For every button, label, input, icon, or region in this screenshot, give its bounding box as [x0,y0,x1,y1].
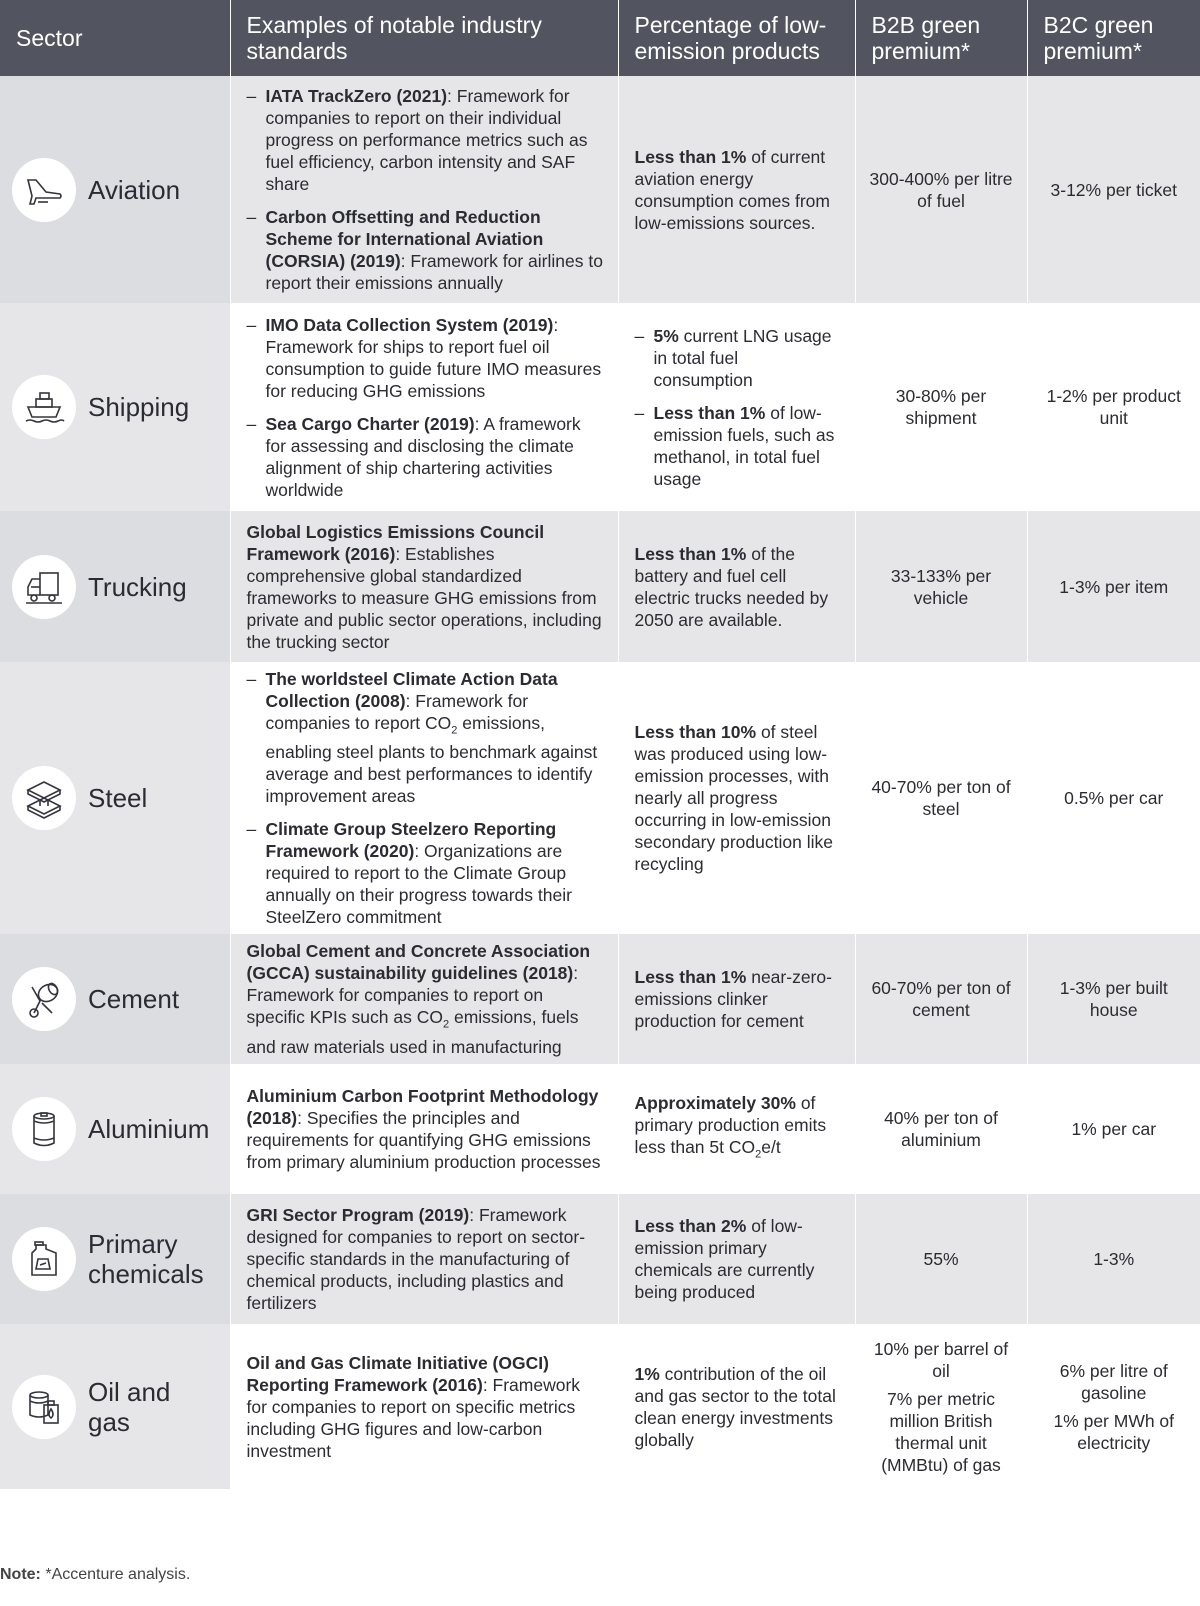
standard [266,207,603,293]
percentage-cell [618,511,855,662]
percentage-cell [618,1324,855,1489]
standard [266,315,602,401]
header-standards: Examples of notable industry standards [230,0,618,76]
note-text: *Accenture analysis. [40,1566,191,1583]
standard-text: : Organizations are required to report to the Climate Group annually on their progress towards their SteelZero commitment [265,841,572,928]
b2b-value: 40-70% per ton of steel [871,777,1011,819]
sector-cell [0,1194,230,1324]
standard-bold: Oil and Gas Climate Initiative (OGCI) Reporting Framework (2016) [246,1352,549,1395]
table-row [0,511,1200,662]
standards-cell [230,76,618,303]
standard-bold: IMO Data Collection System (2019) [265,314,554,335]
standard [247,522,602,652]
b2c-cell [1027,76,1200,303]
sector-wrap [16,375,216,439]
percentage-item [635,325,841,391]
percentage-text: of steel was produced using low-emission processes, with nearly all progress occurring in low-emission secondary production like recycling [634,722,833,874]
b2b-cell [855,1064,1027,1194]
standard-text: : Specifies the principles and requirements for quantifying GHG emissions from primary aluminium production processes [246,1108,601,1172]
table-row [0,934,1200,1064]
standard-text: emissions, enabling steel plants to benchmark against average and best performances to identify improvement areas [265,712,598,807]
percentage-text: of the battery and fuel cell electric trucks needed by 2050 are available. [634,543,829,630]
percentage [635,1216,815,1302]
b2b-cell [855,511,1027,662]
b2b-value: 10% per barrel of oil [873,1338,1009,1381]
sector-name: Oil and gas [88,1376,171,1437]
percentage-cell [618,934,855,1064]
standards-cell [230,662,618,934]
percentage-bold: Less than 10% [634,722,757,742]
sector-cell [0,934,230,1064]
sector-name: Aviation [88,174,181,205]
sector-cell [0,1064,230,1194]
standard-bold: Sea Cargo Charter (2019) [265,413,475,434]
standard-text-wrap [266,85,604,195]
percentage-bold: Less than 1% [634,543,747,564]
b2b-value: 30-80% per shipment [895,386,987,428]
b2b-value: 55% [923,1249,959,1269]
sector-wrap [16,1097,216,1161]
b2c-cell [1027,934,1200,1064]
sector-cell [0,303,230,511]
percentage [635,1364,836,1450]
b2c-cell [1027,662,1200,934]
sector-wrap [16,967,216,1031]
header-row [0,0,1200,76]
table-row [0,76,1200,303]
standard-text-wrap [266,818,604,928]
percentage-bold: Less than 1% [634,967,747,987]
table-body [0,76,1200,1489]
percentage [635,544,829,630]
standard-item [247,413,604,501]
b2c-value: 1-3% per item [1059,576,1169,597]
table-row [0,303,1200,511]
dash-marker: – [246,314,257,335]
standard-bold: IATA TrackZero (2021) [265,86,448,106]
percentage-cell [618,76,855,303]
note-label: Note: [0,1566,41,1583]
standard-subscript: 2 [442,1018,450,1031]
standard-text-wrap [266,314,604,402]
percentage-bold: Less than 1% [634,146,747,167]
standard [266,669,598,807]
percentage-text: current LNG usage in total fuel consumption [653,325,832,390]
standard-bold: Global Logistics Emissions Council Framework (2016) [246,521,545,564]
sector-name: Trucking [88,571,187,602]
percentage-cell [618,662,855,934]
standards-cell [230,934,618,1064]
oil-barrel-icon [12,1375,76,1439]
b2c-cell [1027,303,1200,511]
sector-wrap [16,1227,216,1291]
sector-name: Shipping [88,392,190,422]
steel-beam-icon [12,766,76,830]
header-b2c: B2C green premium* [1027,0,1200,76]
standard-bold: Climate Group Steelzero Reporting Framework (2020) [265,819,557,862]
percentage-text: of current aviation energy consumption comes from low-emissions sources. [634,146,830,233]
b2b-cell [855,76,1027,303]
standard [247,1086,601,1172]
table-row [0,1064,1200,1194]
percentage [635,967,832,1031]
standard-item [247,818,604,928]
header-sector: Sector [0,0,230,76]
percentage [654,403,835,489]
dash-marker: – [246,86,257,106]
b2c-cell [1027,511,1200,662]
dash-marker: – [246,819,257,840]
percentage-text: contribution of the oil and gas sector to the total clean energy investments globally [634,1363,836,1450]
standard-text: : A framework for assessing and disclosing the climate alignment of ship chartering activities worldwide [265,413,581,500]
b2b-value: 300-400% per litre of fuel [869,168,1013,211]
b2b-cell [855,1324,1027,1489]
sector-wrap [16,1375,216,1439]
standard-bold: Aluminium Carbon Footprint Methodology (2018) [246,1086,599,1128]
percentage-text: near-zero-emissions clinker production for cement [634,967,832,1031]
standard-text: : Framework for companies to report CO [265,690,529,733]
percentage-item [635,402,841,490]
standard-text: emissions, fuels and raw materials used in manufacturing [246,1007,579,1057]
standards-cell [230,1194,618,1324]
standards-cell [230,1064,618,1194]
percentage [635,147,831,233]
dash-marker: – [634,402,645,423]
standard-text: : Framework for airlines to report their emissions annually [265,251,603,293]
percentage [635,722,833,874]
dash-marker: – [634,325,645,346]
b2b-value: 7% per metric million British thermal unit (MMBtu) of gas [881,1388,1001,1475]
table-row [0,1194,1200,1324]
percentage-text: of low-emission primary chemicals are currently being produced [634,1216,815,1302]
standard [266,819,572,927]
b2c-value: 1% per car [1071,1119,1157,1139]
b2b-cell [855,934,1027,1064]
b2c-value: 1-3% per built house [1059,978,1168,1020]
percentage-bold: Less than 1% [653,402,766,423]
sector-name: Aluminium [88,1114,210,1144]
standards-cell [230,511,618,662]
footnote [0,1566,190,1584]
percentage-text: of low-emission fuels, such as methanol, in total fuel usage [653,402,835,489]
b2c-value: 6% per litre of gasoline [1059,1360,1168,1403]
percentage [654,326,832,390]
airplane-tail-icon [12,158,76,222]
percentage-bold: Less than 2% [634,1216,747,1236]
standards-cell [230,303,618,511]
table-row [0,662,1200,934]
standard [247,1353,581,1461]
percentage-subscript: 2 [755,1148,762,1161]
b2c-value: 1-3% [1093,1249,1135,1269]
standard-item [247,85,604,195]
standard-text: : Framework for companies to report on their individual progress on performance metrics such as fuel efficiency, carbon intensity and SAF share [265,86,588,194]
percentage-bold: 1% [634,1363,660,1384]
percentage-text: e/t [761,1137,781,1158]
truck-icon [12,555,76,619]
dash-marker: – [246,207,257,227]
b2b-cell [855,1194,1027,1324]
percentage-cell [618,1194,855,1324]
b2b-value: 60-70% per ton of cement [871,978,1011,1020]
sector-cell [0,1324,230,1489]
chemical-container-icon [12,1227,76,1291]
percentage-text-wrap [654,402,841,490]
standard [247,1205,586,1313]
standard-bold: Global Cement and Concrete Association (GCCA) sustainability guidelines (2018) [246,941,591,984]
table-row [0,1324,1200,1489]
standard-text: : Framework for ships to report fuel oil consumption to guide future IMO measures for reducing GHG emissions [265,314,602,401]
b2b-value: 40% per ton of aluminium [884,1108,998,1150]
standard-bold: GRI Sector Program (2019) [246,1205,470,1225]
sector-cell [0,662,230,934]
standard-text: : Framework for companies to report on specific metrics including GHG figures and low-carbon investment [246,1374,581,1461]
b2c-value: 0.5% per car [1064,788,1164,808]
sector-name: Steel [88,783,148,813]
sector-wrap [16,555,216,619]
standard-text-wrap [266,668,604,808]
b2c-cell [1027,1324,1200,1489]
standard-text-wrap [266,206,604,294]
dash-marker: – [246,413,257,434]
standard-bold: The worldsteel Climate Action Data Collection (2008) [265,668,558,711]
standard-bold: Carbon Offsetting and Reduction Scheme for International Aviation (CORSIA) (2019) [265,207,544,271]
sector-wrap [16,158,216,222]
percentage-text: of primary production emits less than 5t CO [634,1093,827,1158]
standards-cell [230,1324,618,1489]
b2b-value: 33-133% per vehicle [890,565,992,608]
percentage-bold: 5% [653,325,679,346]
standard [247,941,591,1057]
standard-subscript: 2 [451,724,458,737]
standard-text: : Establishes comprehensive global standardized frameworks to measure GHG emissions from private and public sector operations, including the trucking sector [246,543,602,652]
sector-wrap [16,766,216,830]
b2b-cell [855,303,1027,511]
b2c-value: 1-2% per product unit [1046,386,1181,428]
b2c-value: 3-12% per ticket [1050,179,1177,200]
standard-text: : Framework for companies to report on specific KPIs such as CO [246,963,579,1028]
sector-cell [0,511,230,662]
dash-marker: – [246,668,257,689]
percentage-cell [618,1064,855,1194]
standard-text-wrap [266,413,604,501]
cement-mixer-icon [12,967,76,1031]
percentage-text-wrap [654,325,841,391]
b2c-value: 1% per MWh of electricity [1053,1410,1175,1453]
standard-item [247,206,604,294]
header-percentage: Percentage of low-emission products [618,0,855,76]
sector-name: Cement [88,984,180,1014]
standard-item [247,314,604,402]
b2b-cell [855,662,1027,934]
standard-text: : Framework designed for companies to report on sector-specific standards in the manufacturing of chemical products, including plastics and fertilizers [246,1205,586,1313]
header-b2b: B2B green premium* [855,0,1027,76]
ship-icon [12,375,76,439]
standard [266,86,588,194]
sector-name: Primary chemicals [88,1229,204,1289]
percentage [634,1093,827,1161]
standard-item [247,668,604,808]
percentage-cell [618,303,855,511]
b2c-cell [1027,1064,1200,1194]
sector-cell [0,76,230,303]
can-icon [12,1097,76,1161]
percentage-bold: Approximately 30% [634,1093,796,1114]
b2c-cell [1027,1194,1200,1324]
standard [266,414,581,500]
